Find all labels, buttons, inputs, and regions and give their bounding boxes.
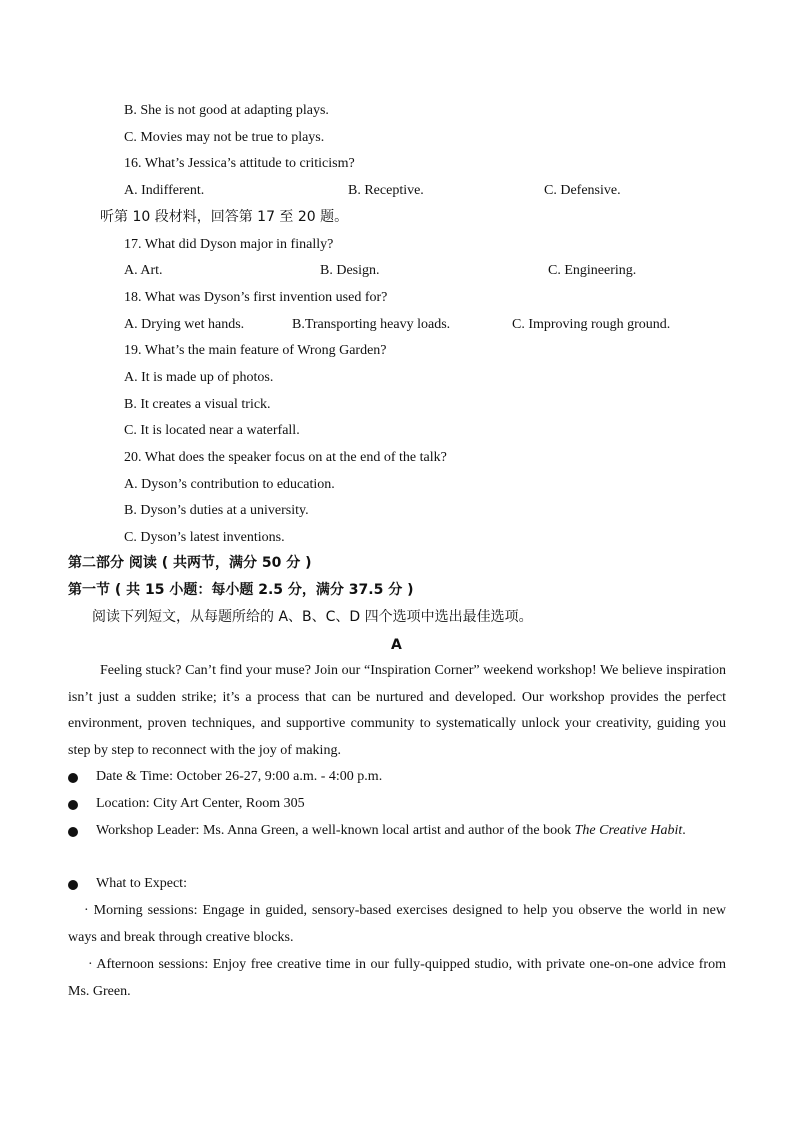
- q17-option-a: A. Art.: [124, 263, 163, 278]
- q18-stem: 18. What was Dyson’s first invention used for?: [124, 290, 388, 305]
- q15-option-c: C. Movies may not be true to plays.: [124, 130, 325, 145]
- q16-stem: 16. What’s Jessica’s attitude to criticism?: [124, 156, 355, 171]
- passage-label: A: [391, 637, 402, 653]
- q19-option-a: A. It is made up of photos.: [124, 370, 274, 385]
- q16-option-b: B. Receptive.: [348, 183, 424, 198]
- q17-option-b: B. Design.: [320, 263, 380, 278]
- book-title: The Creative Habit: [574, 823, 683, 838]
- part2-heading: 第二部分 阅读 ( 共两节，满分 50 分 ): [68, 555, 312, 571]
- q19-stem: 19. What’s the main feature of Wrong Garden?: [124, 343, 387, 358]
- q16-option-c: C. Defensive.: [544, 183, 621, 198]
- morning-sessions: · Morning sessions: Engage in guided, sensory-based exercises designed to help you observe the world in new ways and break through creative blocks.: [68, 903, 726, 945]
- bullet-icon: [68, 770, 80, 782]
- bullet-icon: [68, 824, 80, 836]
- bullet-leader: [96, 818, 726, 845]
- q18-option-a: A. Drying wet hands.: [124, 317, 245, 332]
- q19-option-c: C. It is located near a waterfall.: [124, 423, 300, 438]
- q18-option-c: C. Improving rough ground.: [512, 317, 671, 332]
- q20-option-a: A. Dyson’s contribution to education.: [124, 477, 335, 492]
- q20-option-b: B. Dyson’s duties at a university.: [124, 503, 309, 518]
- q17-stem: 17. What did Dyson major in finally?: [124, 237, 334, 252]
- section10-instruction: 听第 10 段材料，回答第 17 至 20 题。: [100, 209, 349, 225]
- q15-option-b: B. She is not good at adapting plays.: [124, 103, 329, 118]
- intro-paragraph-text: Feeling stuck? Can’t find your muse? Join our “Inspiration Corner” weekend workshop! We believe inspiration isn’t just a sudden strike; it’s a process that can be nurtured and developed. Our workshop provides the perfect environment, proven techniques, and supportive community to systematically unlock your creativity, guiding you step by step to reconnect with the joy of making.: [68, 663, 726, 759]
- q20-stem: 20. What does the speaker focus on at the end of the talk?: [124, 450, 447, 465]
- q18-option-b: B.Transporting heavy loads.: [292, 317, 451, 332]
- q19-option-b: B. It creates a visual trick.: [124, 397, 271, 412]
- intro-paragraph: [68, 658, 726, 765]
- bullet-location: Location: City Art Center, Room 305: [96, 796, 305, 811]
- q16-option-a: A. Indifferent.: [124, 183, 205, 198]
- bullet-date: Date & Time: October 26-27, 9:00 a.m. - 4:00 p.m.: [96, 769, 383, 784]
- q20-option-c: C. Dyson’s latest inventions.: [124, 530, 285, 545]
- bullet-expect: What to Expect:: [96, 876, 187, 891]
- bullet-icon: [68, 877, 80, 889]
- bullet-leader-end: .: [682, 823, 686, 838]
- bullet-icon: [68, 797, 80, 809]
- afternoon-sessions: · Afternoon sessions: Enjoy free creative time in our fully-quipped studio, with private one-on-one advice from Ms. Green.: [68, 957, 726, 999]
- reading-instruction: 阅读下列短文，从每题所给的 A、B、C、D 四个选项中选出最佳选项。: [92, 609, 533, 625]
- bullet-leader-text: Workshop Leader: Ms. Anna Green, a well-known local artist and author of the book: [96, 823, 572, 838]
- q17-option-c: C. Engineering.: [548, 263, 637, 278]
- section1-heading: 第一节 ( 共 15 小题：每小题 2.5 分，满分 37.5 分 ): [68, 582, 414, 598]
